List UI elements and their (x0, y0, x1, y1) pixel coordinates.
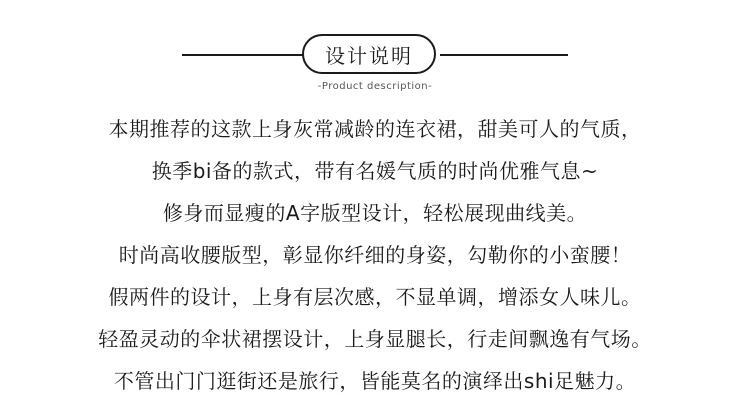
description-line: 轻盈灵动的伞状裙摆设计，上身显腿长，行走间飘逸有气场。 (98, 327, 652, 351)
description-block (0, 108, 750, 402)
description-line: 本期推荐的这款上身灰常减龄的连衣裙，甜美可人的气质， (108, 117, 642, 141)
section-title: 设计说明 (302, 34, 436, 74)
section-subtitle: -Product description- (317, 81, 433, 92)
description-line: 换季bi备的款式，带有名媛气质的时尚优雅气息~ (151, 159, 599, 183)
description-line: 修身而显瘦的A字版型设计，轻松展现曲线美。 (162, 201, 588, 225)
description-line: 假两件的设计，上身有层次感，不显单调，增添女人味儿。 (108, 285, 642, 309)
header-rule-left (182, 54, 306, 56)
section-header (0, 30, 750, 80)
header-rule-right (440, 54, 568, 56)
description-line: 不管出门门逛街还是旅行，皆能莫名的演绎出shi足魅力。 (113, 369, 637, 393)
description-line: 时尚高收腰版型，彰显你纤细的身姿，勾勒你的小蛮腰！ (118, 243, 632, 267)
